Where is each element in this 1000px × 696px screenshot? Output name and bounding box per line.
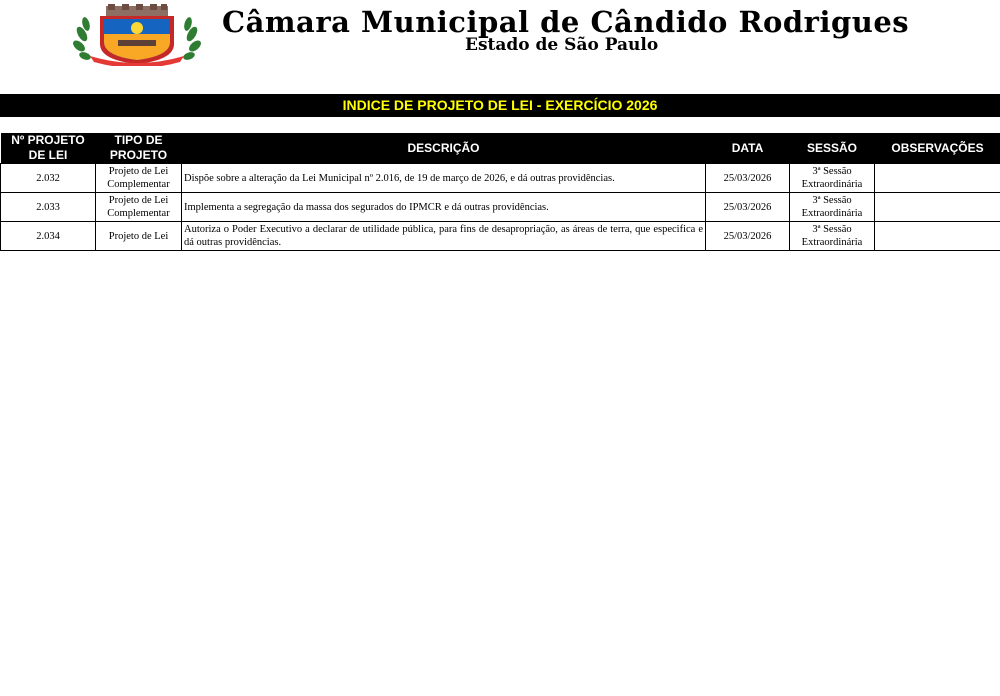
cell-data: 25/03/2026 <box>706 164 790 193</box>
table-header-row <box>1 133 1000 164</box>
column-header-line: PROJETO <box>109 148 168 162</box>
table-row <box>1 222 1000 251</box>
cell-tipo <box>96 164 182 193</box>
cell-tipo-line: Projeto de Lei <box>108 195 169 206</box>
cell-descricao: Autoriza o Poder Executivo a declarar de utilidade pública, para fins de desapropriação, as áreas de terra, que especifica e dá outras providências. <box>182 222 706 251</box>
column-header-tipo <box>96 133 182 164</box>
column-header-line: TIPO DE <box>114 133 163 147</box>
page-header <box>0 0 1000 70</box>
cell-tipo-line: Complementar <box>107 208 170 219</box>
table-row <box>1 164 1000 193</box>
cell-tipo <box>96 222 182 251</box>
cell-observacoes <box>875 193 1000 222</box>
column-header-numero <box>1 133 96 164</box>
cell-sessao <box>790 222 875 251</box>
cell-sessao <box>790 164 875 193</box>
cell-sessao <box>790 193 875 222</box>
page-subtitle: Estado de São Paulo <box>465 35 659 55</box>
cell-tipo <box>96 193 182 222</box>
cell-descricao: Implementa a segregação da massa dos segurados do IPMCR e dá outras providências. <box>182 193 706 222</box>
cell-sessao-line: Extraordinária <box>801 179 863 190</box>
table-row <box>1 193 1000 222</box>
cell-numero: 2.033 <box>1 193 96 222</box>
column-header-sessao: SESSÃO <box>790 133 875 164</box>
cell-numero: 2.032 <box>1 164 96 193</box>
cell-observacoes <box>875 222 1000 251</box>
page-title: Câmara Municipal de Cândido Rodrigues <box>222 5 910 39</box>
column-header-observacoes: OBSERVAÇÕES <box>875 133 1000 164</box>
cell-observacoes <box>875 164 1000 193</box>
municipal-coat-of-arms-icon <box>70 4 204 66</box>
cell-sessao-line: 3ª Sessão <box>812 224 852 235</box>
cell-data: 25/03/2026 <box>706 193 790 222</box>
cell-numero: 2.034 <box>1 222 96 251</box>
cell-descricao: Dispõe sobre a alteração da Lei Municipal nº 2.016, de 19 de março de 2026, e dá outras providências. <box>182 164 706 193</box>
cell-sessao-line: Extraordinária <box>801 237 863 248</box>
column-header-descricao: DESCRIÇÃO <box>182 133 706 164</box>
cell-tipo-line: Projeto de Lei <box>108 166 169 177</box>
cell-tipo-line: Complementar <box>107 179 170 190</box>
column-header-data: DATA <box>706 133 790 164</box>
projects-table <box>0 133 1000 251</box>
column-header-line: Nº PROJETO <box>11 133 85 147</box>
index-banner: INDICE DE PROJETO DE LEI - EXERCÍCIO 2026 <box>0 94 1000 117</box>
cell-sessao-line: Extraordinária <box>801 208 863 219</box>
cell-sessao-line: 3ª Sessão <box>812 166 852 177</box>
cell-data: 25/03/2026 <box>706 222 790 251</box>
cell-sessao-line: 3ª Sessão <box>812 195 852 206</box>
column-header-line: DE LEI <box>28 148 68 162</box>
cell-tipo-line: Projeto de Lei <box>108 230 169 242</box>
